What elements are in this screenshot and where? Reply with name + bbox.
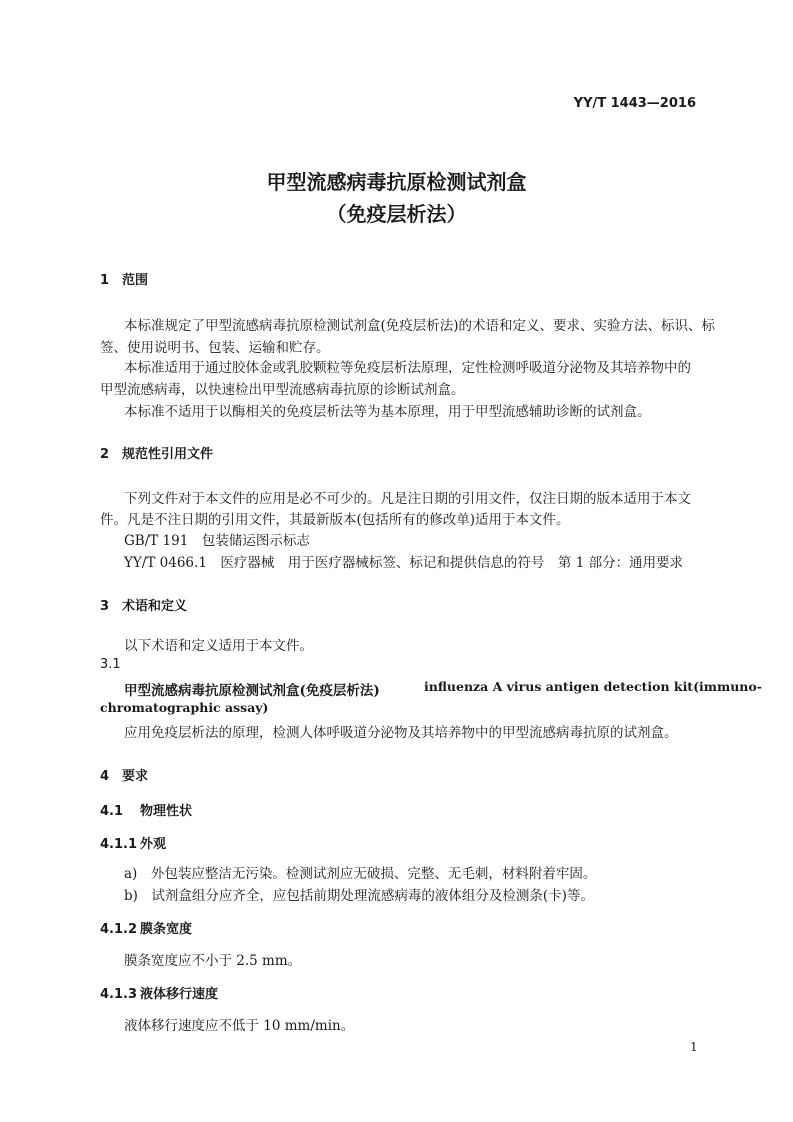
subsection-title: 外观 [140,837,167,852]
subsection-4-1-3-heading [100,983,218,1002]
subsection-number: 4.1.2 [100,922,138,937]
paragraph-line: 液体移行速度应不低于 10 mm/min。 [124,1018,355,1034]
subsection-4-1-2-heading [100,918,192,937]
section-title: 要求 [122,769,149,784]
subsection-number: 4.1 [100,804,124,819]
paragraph-line: 件。凡是不注日期的引用文件，其最新版本(包括所有的修改单)适用于本文件。 [100,512,570,528]
section-number: 1 [100,273,110,288]
term-number: 3.1 [100,657,121,672]
section-title: 术语和定义 [122,599,188,614]
reference-item: GB/T 191 包装储运图示标志 [124,533,310,549]
reference-item: YY/T 0466.1 医疗器械 用于医疗器械标签、标记和提供信息的符号 第 1 部分：通用要求 [124,555,684,571]
section-1-heading [100,269,148,288]
subsection-title: 膜条宽度 [140,922,193,937]
paragraph-line: 签、使用说明书、包装、运输和贮存。 [100,340,330,356]
list-item-a: a) 外包装应整洁无污染。检测试剂应无破损、完整、无毛刺，材料附着牢固。 [124,866,597,882]
section-4-heading [100,765,148,784]
section-title: 规范性引用文件 [122,447,214,462]
paragraph-line: 以下术语和定义适用于本文件。 [124,638,313,654]
section-number: 4 [100,769,110,784]
subsection-4-1-heading [100,800,192,819]
paragraph-line: 甲型流感病毒，以快速检出甲型流感病毒抗原的诊断试剂盒。 [100,382,465,398]
subsection-number: 4.1.1 [100,837,138,852]
section-title: 范围 [122,273,149,288]
term-chinese: 甲型流感病毒抗原检测试剂盒(免疫层析法) [124,683,380,699]
list-item-b: b) 试剂盒组分应齐全，应包括前期处理流感病毒的液体组分及检测条(卡)等。 [124,888,594,904]
document-subtitle: （免疫层析法） [326,202,467,226]
subsection-4-1-1-heading [100,833,166,852]
term-english: influenza A virus antigen detection kit(immuno- [424,679,762,694]
section-3-heading [100,595,187,614]
section-number: 3 [100,599,110,614]
paragraph-line: 膜条宽度应不小于 2.5 mm。 [124,953,302,969]
term-english-cont: chromatographic assay) [100,700,269,715]
document-title: 甲型流感病毒抗原检测试剂盒 [266,170,527,194]
paragraph-line: 本标准不适用于以酶相关的免疫层析法等为基本原理，用于甲型流感辅助诊断的试剂盒。 [124,404,651,420]
paragraph-line: 本标准适用于通过胶体金或乳胶颗粒等免疫层析法原理，定性检测呼吸道分泌物及其培养物中的 [124,360,691,376]
page-number: 1 [690,1040,698,1054]
term-definition: 应用免疫层析法的原理，检测人体呼吸道分泌物及其培养物中的甲型流感病毒抗原的试剂盒。 [124,725,678,741]
standard-number: YY/T 1443—2016 [573,96,696,111]
subsection-title: 物理性状 [140,804,193,819]
section-number: 2 [100,447,110,462]
paragraph-line: 本标准规定了甲型流感病毒抗原检测试剂盒(免疫层析法)的术语和定义、要求、实验方法、标识、标 [124,318,716,334]
subsection-number: 4.1.3 [100,987,138,1002]
paragraph-line: 下列文件对于本文件的应用是必不可少的。凡是注日期的引用文件，仅注日期的版本适用于本文 [124,491,691,507]
subsection-title: 液体移行速度 [140,987,219,1002]
section-2-heading [100,443,213,462]
